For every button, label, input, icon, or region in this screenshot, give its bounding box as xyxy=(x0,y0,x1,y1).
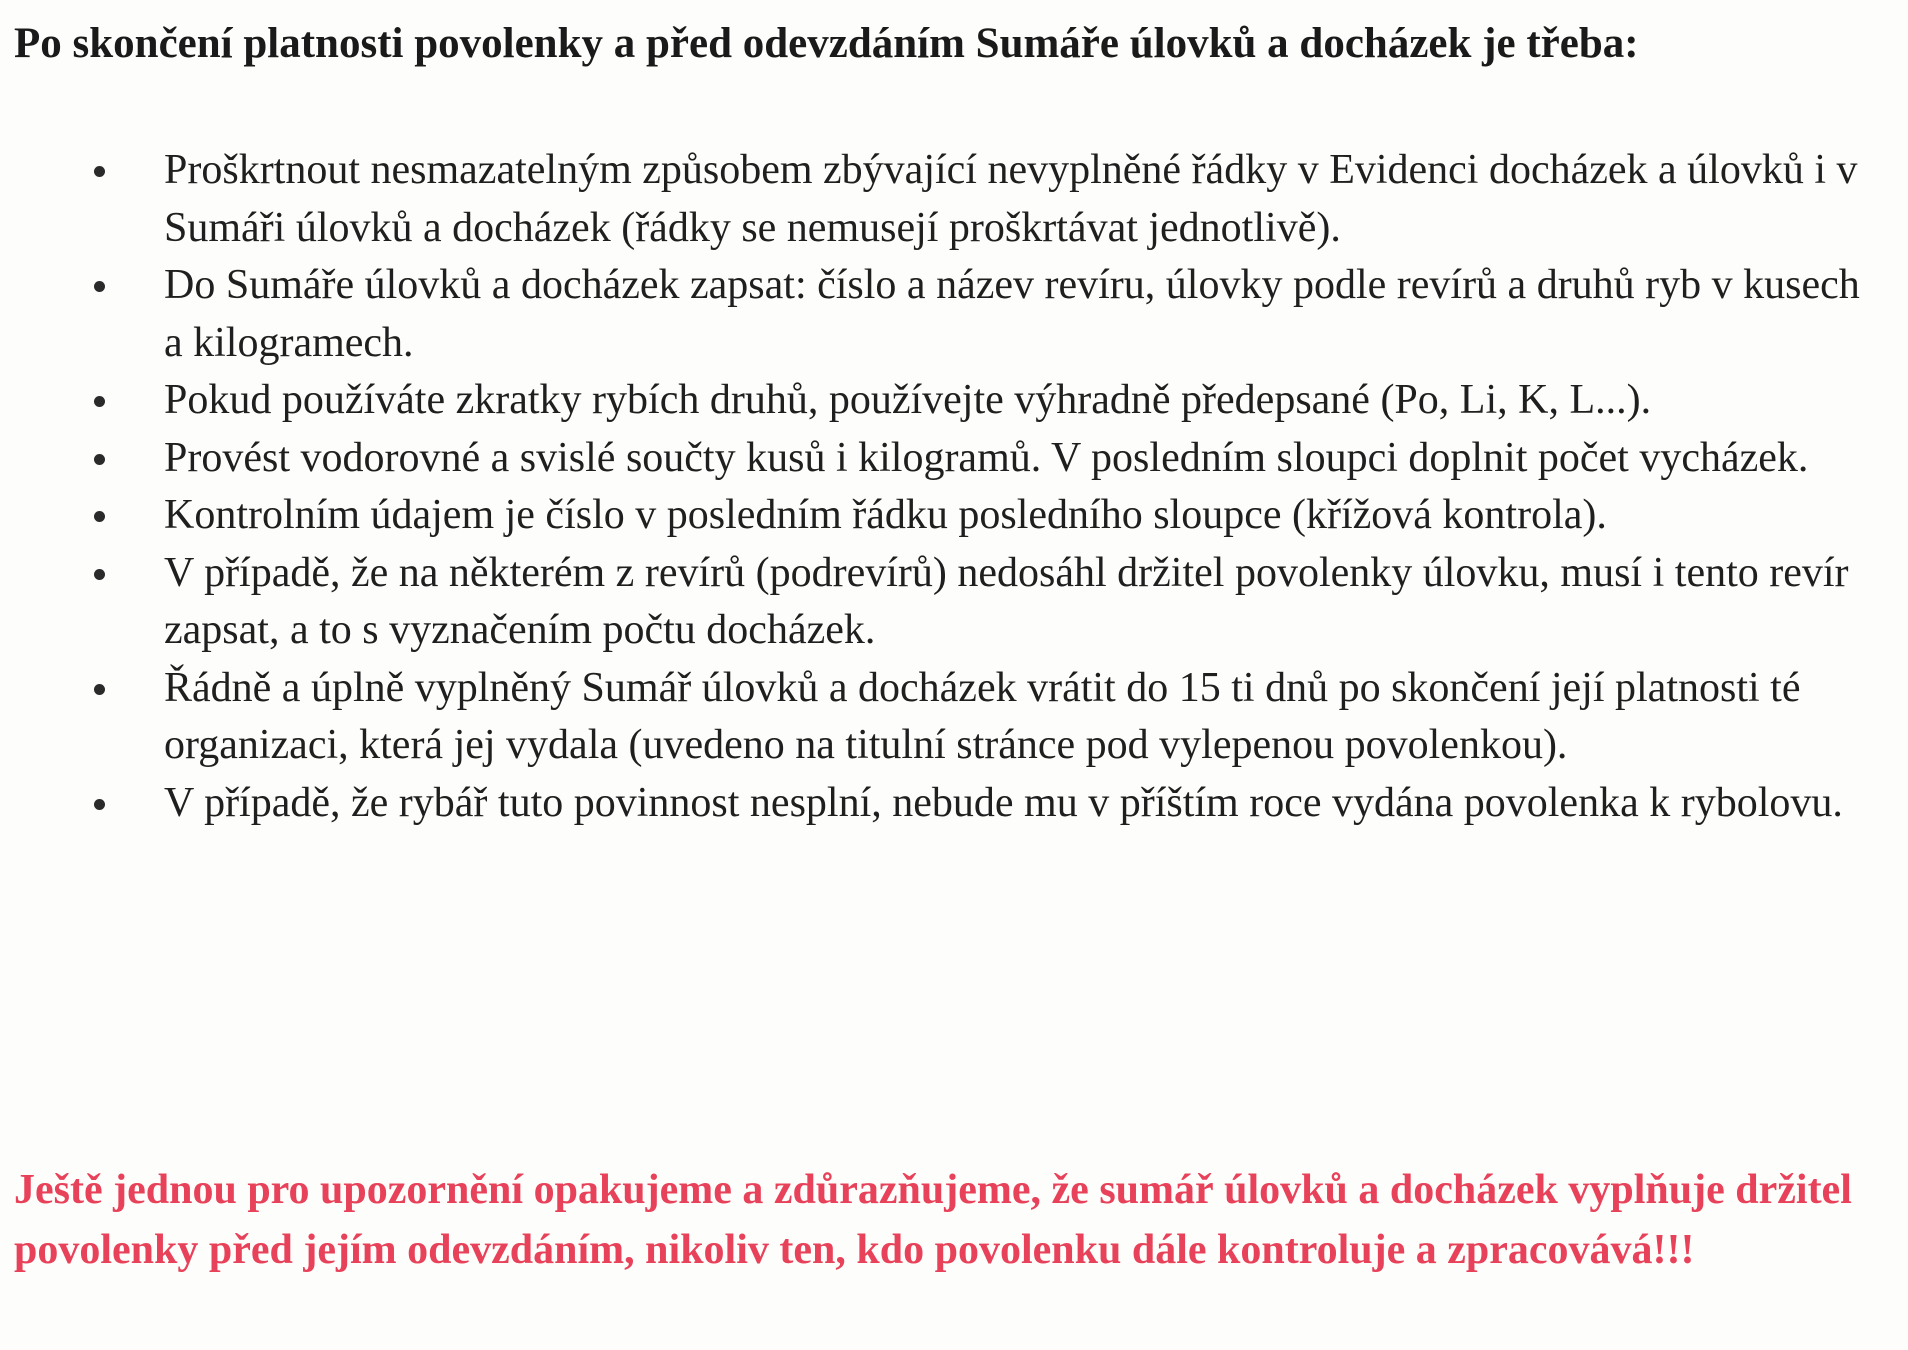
list-item xyxy=(14,430,1894,488)
list-item xyxy=(14,487,1894,545)
bullet-icon xyxy=(94,281,105,292)
list-item xyxy=(14,545,1894,660)
bullet-icon xyxy=(94,454,105,465)
list-item xyxy=(14,257,1894,372)
list-item-text: V případě, že rybář tuto povinnost nesplní, nebude mu v příštím roce vydána povolenka k rybolovu. xyxy=(164,779,1843,826)
bullet-icon xyxy=(94,684,105,695)
warning-notice: Ještě jednou pro upozornění opakujeme a zdůrazňujeme, že sumář úlovků a docházek vyplňuje držitel povolenky před jejím odevzdáním, nikoliv ten, kdo povolenku dále kontroluje a zpracovává!!! xyxy=(14,1167,1852,1273)
list-item-text: Provést vodorovné a svislé součty kusů i kilogramů. V posledním sloupci doplnit počet vycházek. xyxy=(164,434,1809,481)
list-item xyxy=(14,775,1894,833)
bullet-icon xyxy=(94,511,105,522)
list-item-text: Kontrolním údajem je číslo v posledním řádku posledního sloupce (křížová kontrola). xyxy=(164,492,1607,538)
instruction-list xyxy=(14,142,1894,832)
list-item-text: Do Sumáře úlovků a docházek zapsat: číslo a název revíru, úlovky podle revírů a druhů ryb v kusech a kilogramech. xyxy=(164,262,1860,366)
list-item xyxy=(14,660,1894,775)
list-item-text: Řádně a úplně vyplněný Sumář úlovků a docházek vrátit do 15 ti dnů po skončení její platnosti té organizaci, která jej vydala (uvedeno na titulní stránce pod vylepenou povolenkou). xyxy=(164,664,1801,768)
list-item-text: Pokud používáte zkratky rybích druhů, používejte výhradně předepsané (Po, Li, K, L...). xyxy=(164,377,1652,423)
bullet-icon xyxy=(94,166,105,177)
list-item-text: Proškrtnout nesmazatelným způsobem zbývající nevyplněné řádky v Evidenci docházek a úlovků i v Sumáři úlovků a docházek (řádky se nemusejí proškrtávat jednotlivě). xyxy=(164,147,1858,251)
document-heading: Po skončení platnosti povolenky a před odevzdáním Sumáře úlovků a docházek je třeba: xyxy=(14,20,1639,67)
list-item xyxy=(14,142,1894,257)
bullet-icon xyxy=(94,799,105,810)
list-item xyxy=(14,372,1894,430)
bullet-icon xyxy=(94,396,105,407)
list-item-text: V případě, že na některém z revírů (podrevírů) nedosáhl držitel povolenky úlovku, musí i tento revír zapsat, a to s vyznačením počtu docházek. xyxy=(164,549,1849,653)
bullet-icon xyxy=(94,569,105,580)
